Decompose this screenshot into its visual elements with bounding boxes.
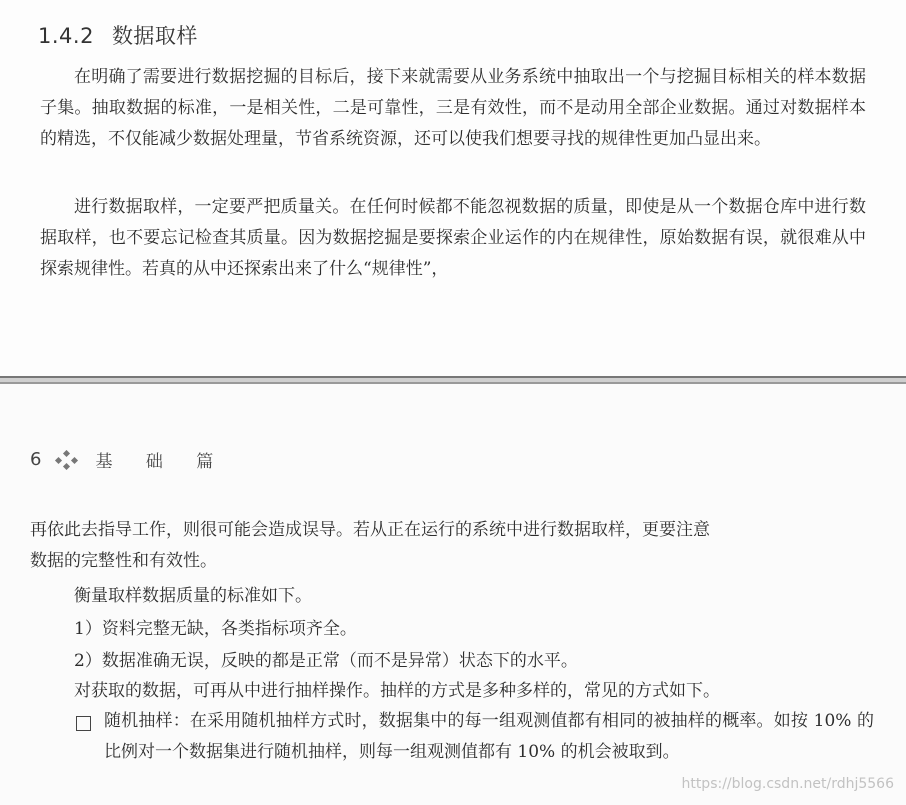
criterion-item: 2）数据准确无误，反映的都是正常（而不是异常）状态下的水平。 — [74, 651, 578, 671]
criteria-intro: 衡量取样数据质量的标准如下。 — [74, 586, 312, 606]
part-title: 基 础 篇 — [95, 452, 228, 472]
upper-book-page — [0, 0, 906, 376]
page-divider — [0, 376, 906, 384]
criterion-item: 1）资料完整无缺，各类指标项齐全。 — [74, 619, 357, 639]
section-number: 1.4.2 — [38, 24, 94, 48]
page-number: 6 — [30, 449, 42, 470]
continued-text-line: 再依此去指导工作，则很可能会造成误导。若从正在运行的系统中进行数据取样，更要注意 — [30, 520, 710, 540]
paragraph-sampling-goal: 在明确了需要进行数据挖掘的目标后，接下来就需要从业务系统中抽取出一个与挖掘目标相关的样本数据子集。抽取数据的标准，一是相关性，二是可靠性，三是有效性，而不是动用全部企业数据。通过对数据样本的精选，不仅能减少数据处理量，节省系统资源，还可以使我们想要寻找的规律性更加凸显出来。 — [40, 67, 866, 149]
sampling-intro: 对获取的数据，可再从中进行抽样操作。抽样的方式是多种多样的，常见的方式如下。 — [74, 681, 720, 701]
paragraph-data-quality: 进行数据取样，一定要严把质量关。在任何时候都不能忽视数据的质量，即使是从一个数据仓库中进行数据取样，也不要忘记检查其质量。因为数据挖掘是要探索企业运作的内在规律性，原始数据有误，就很难从中探索规律性。若真的从中还探索出来了什么“规律性”， — [40, 197, 866, 279]
section-title: 数据取样 — [111, 24, 198, 48]
bullet-random-sampling: 随机抽样：在采用随机抽样方式时，数据集中的每一组观测值都有相同的被抽样的概率。如按 10% 的比例对一个数据集进行随机抽样，则每一组观测值都有 10% 的机会被取到。 — [104, 711, 874, 762]
section-heading — [38, 20, 198, 50]
running-header — [30, 447, 227, 472]
continued-text-line: 数据的完整性和有效性。 — [30, 551, 217, 571]
ornament-icon — [53, 450, 79, 470]
checkbox-bullet-icon — [76, 716, 91, 731]
watermark-url: https://blog.csdn.net/rdhj5566 — [681, 776, 894, 792]
